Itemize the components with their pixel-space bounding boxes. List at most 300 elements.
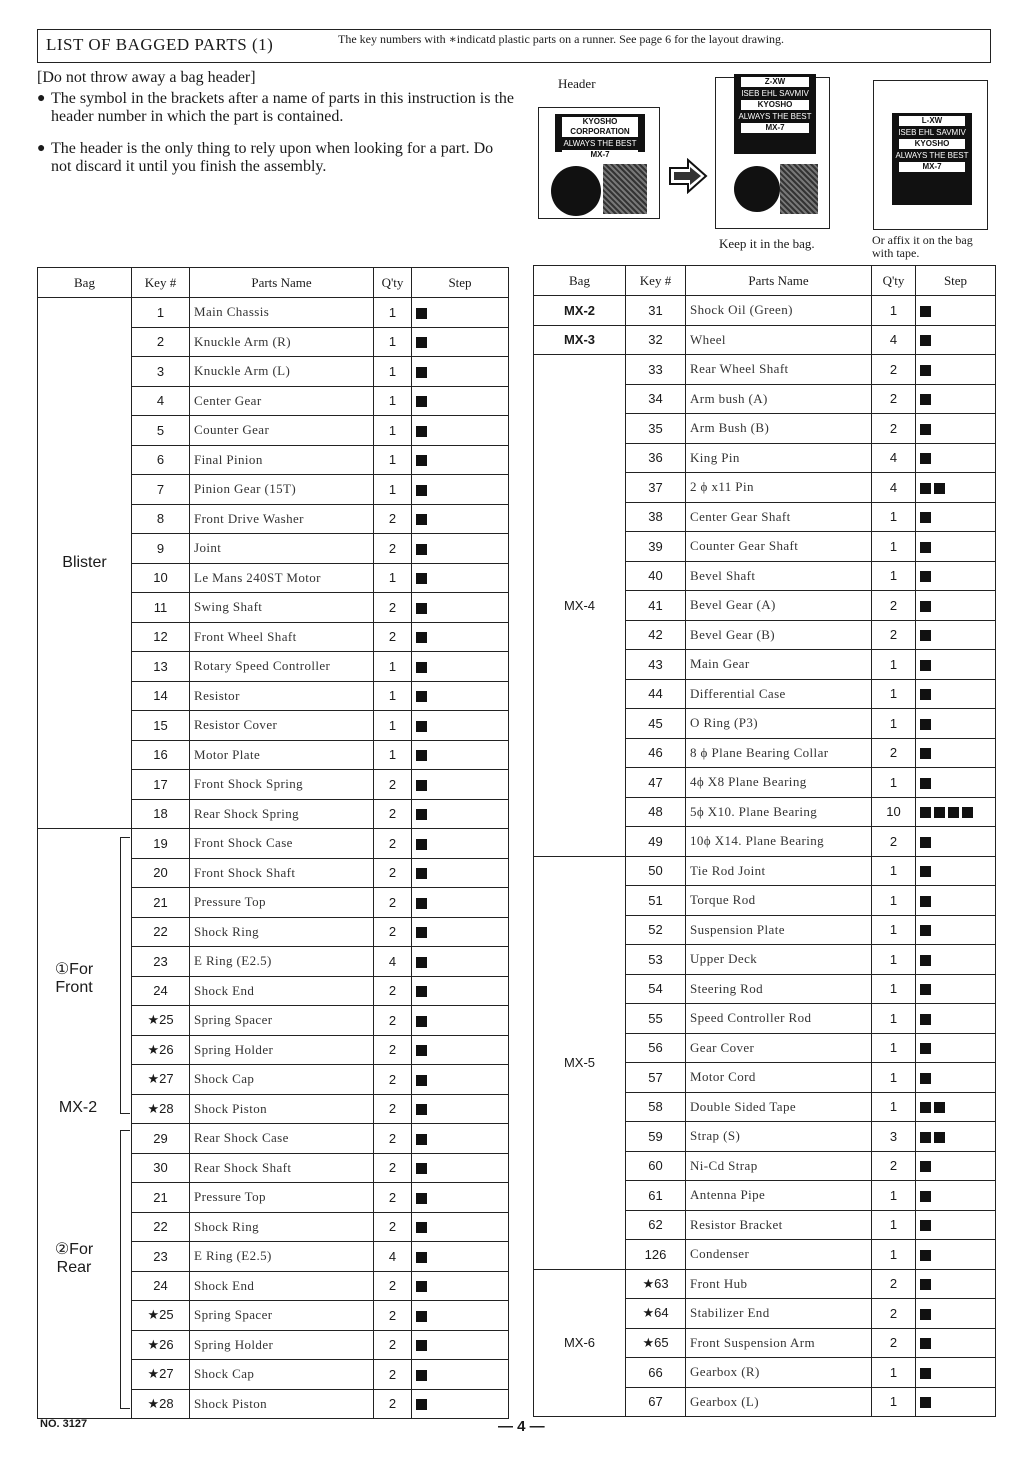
table-row bbox=[534, 325, 996, 355]
step-number-icon bbox=[416, 750, 427, 761]
step-number-icon bbox=[416, 780, 427, 791]
header-card: L-XW ISEB EHL SAVMIV KYOSHO ALWAYS THE BEST MX-7 bbox=[892, 113, 972, 205]
step-number-icon bbox=[416, 1281, 427, 1292]
step-cell bbox=[412, 1006, 509, 1036]
column-header-step: Step bbox=[412, 268, 509, 298]
quantity: 4 bbox=[872, 473, 916, 503]
step-cell bbox=[916, 1004, 996, 1034]
quantity: 1 bbox=[374, 652, 412, 682]
key-number: 11 bbox=[132, 593, 190, 623]
key-number: 2 bbox=[132, 327, 190, 357]
step-cell bbox=[916, 709, 996, 739]
quantity: 4 bbox=[374, 947, 412, 977]
quantity: 1 bbox=[374, 445, 412, 475]
key-number: ★27 bbox=[132, 1360, 190, 1390]
key-number: 9 bbox=[132, 534, 190, 564]
part-name: Motor Plate bbox=[190, 740, 374, 770]
key-number: 49 bbox=[626, 827, 686, 857]
step-number-icon bbox=[416, 1252, 427, 1263]
keep-caption: Keep it in the bag. bbox=[719, 236, 815, 251]
step-cell bbox=[412, 357, 509, 387]
part-name: Bevel Shaft bbox=[686, 561, 872, 591]
step-number-icon bbox=[920, 837, 931, 848]
part-name: Resistor Cover bbox=[190, 711, 374, 741]
part-name: Shock Piston bbox=[190, 1094, 374, 1124]
step-cell bbox=[412, 1183, 509, 1213]
quantity: 1 bbox=[872, 296, 916, 326]
part-name: Joint bbox=[190, 534, 374, 564]
step-cell bbox=[412, 947, 509, 977]
quantity: 2 bbox=[872, 591, 916, 621]
quantity: 2 bbox=[872, 1299, 916, 1329]
step-number-icon bbox=[920, 660, 931, 671]
step-number-icon bbox=[934, 483, 945, 494]
step-cell bbox=[412, 1153, 509, 1183]
step-cell bbox=[916, 650, 996, 680]
step-cell bbox=[412, 563, 509, 593]
key-number: 13 bbox=[132, 652, 190, 682]
part-name: Final Pinion bbox=[190, 445, 374, 475]
key-number: 21 bbox=[132, 888, 190, 918]
key-number: 54 bbox=[626, 974, 686, 1004]
part-name: Tie Rod Joint bbox=[686, 856, 872, 886]
step-cell bbox=[412, 534, 509, 564]
step-cell bbox=[916, 1151, 996, 1181]
step-number-icon bbox=[416, 662, 427, 673]
step-cell bbox=[412, 445, 509, 475]
step-cell bbox=[916, 591, 996, 621]
bracket-rear bbox=[120, 1130, 121, 1409]
quantity: 2 bbox=[374, 829, 412, 859]
quantity: 2 bbox=[374, 1301, 412, 1331]
part-name: Rear Shock Spring bbox=[190, 799, 374, 829]
step-cell bbox=[412, 1330, 509, 1360]
step-cell bbox=[916, 414, 996, 444]
intro-bracket: [Do not throw away a bag header] bbox=[37, 69, 256, 86]
part-name: Front Shock Spring bbox=[190, 770, 374, 800]
quantity: 1 bbox=[872, 650, 916, 680]
step-number-icon bbox=[920, 748, 931, 759]
quantity: 2 bbox=[374, 1153, 412, 1183]
step-cell bbox=[916, 296, 996, 326]
column-header-bag: Bag bbox=[534, 266, 626, 296]
quantity: 1 bbox=[872, 1004, 916, 1034]
part-name: Ni-Cd Strap bbox=[686, 1151, 872, 1181]
step-number-icon bbox=[416, 1193, 427, 1204]
part-name: Front Wheel Shaft bbox=[190, 622, 374, 652]
affix-caption: Or affix it on the bag with tape. bbox=[872, 233, 973, 260]
quantity: 2 bbox=[374, 593, 412, 623]
key-number: 14 bbox=[132, 681, 190, 711]
part-name: Resistor bbox=[190, 681, 374, 711]
step-cell bbox=[412, 1212, 509, 1242]
part-name: Spring Holder bbox=[190, 1330, 374, 1360]
part-name: 5ϕ X10. Plane Bearing bbox=[686, 797, 872, 827]
quantity: 2 bbox=[872, 355, 916, 385]
quantity: 1 bbox=[374, 681, 412, 711]
step-number-icon bbox=[416, 986, 427, 997]
step-number-icon bbox=[416, 1163, 427, 1174]
step-number-icon bbox=[920, 925, 931, 936]
key-number: 40 bbox=[626, 561, 686, 591]
quantity: 2 bbox=[872, 1269, 916, 1299]
step-number-icon bbox=[416, 632, 427, 643]
key-number: 16 bbox=[132, 740, 190, 770]
step-number-icon bbox=[416, 957, 427, 968]
part-name: Strap (S) bbox=[686, 1122, 872, 1152]
step-cell bbox=[916, 915, 996, 945]
step-number-icon bbox=[416, 514, 427, 525]
step-cell bbox=[916, 827, 996, 857]
step-cell bbox=[412, 298, 509, 328]
key-number: ★65 bbox=[626, 1328, 686, 1358]
bag-illustration-3 bbox=[873, 80, 988, 230]
step-cell bbox=[916, 945, 996, 975]
column-header-name: Parts Name bbox=[686, 266, 872, 296]
key-number: 24 bbox=[132, 1271, 190, 1301]
key-number: 20 bbox=[132, 858, 190, 888]
step-number-icon bbox=[920, 896, 931, 907]
step-cell bbox=[412, 1065, 509, 1095]
step-cell bbox=[916, 325, 996, 355]
part-name: Spring Spacer bbox=[190, 1006, 374, 1036]
step-cell bbox=[916, 355, 996, 385]
bullet-icon: ● bbox=[37, 91, 46, 106]
key-number: 1 bbox=[132, 298, 190, 328]
key-number: 18 bbox=[132, 799, 190, 829]
part-name: Rear Shock Case bbox=[190, 1124, 374, 1154]
step-cell bbox=[412, 1094, 509, 1124]
quantity: 1 bbox=[374, 386, 412, 416]
step-number-icon bbox=[920, 1161, 931, 1172]
step-number-icon bbox=[416, 839, 427, 850]
step-number-icon bbox=[962, 807, 973, 818]
part-name: Antenna Pipe bbox=[686, 1181, 872, 1211]
key-number: 38 bbox=[626, 502, 686, 532]
quantity: 1 bbox=[872, 886, 916, 916]
step-cell bbox=[412, 740, 509, 770]
step-number-icon bbox=[416, 1104, 427, 1115]
part-name: Gearbox (L) bbox=[686, 1387, 872, 1417]
quantity: 1 bbox=[872, 768, 916, 798]
part-name: Swing Shaft bbox=[190, 593, 374, 623]
quantity: 2 bbox=[374, 622, 412, 652]
table-row bbox=[534, 296, 996, 326]
quantity: 1 bbox=[872, 1033, 916, 1063]
step-cell bbox=[916, 1181, 996, 1211]
quantity: 2 bbox=[374, 770, 412, 800]
key-number: 22 bbox=[132, 917, 190, 947]
bag-cell: MX-6 bbox=[534, 1269, 626, 1417]
key-number: 21 bbox=[132, 1183, 190, 1213]
part-name: Pressure Top bbox=[190, 888, 374, 918]
key-number: 31 bbox=[626, 296, 686, 326]
key-number: 56 bbox=[626, 1033, 686, 1063]
key-number: 57 bbox=[626, 1063, 686, 1093]
quantity: 2 bbox=[872, 1328, 916, 1358]
step-number-icon bbox=[920, 1368, 931, 1379]
step-number-icon bbox=[416, 544, 427, 555]
part-name: Front Suspension Arm bbox=[686, 1328, 872, 1358]
step-cell bbox=[916, 620, 996, 650]
step-cell bbox=[916, 1063, 996, 1093]
bag-label-blister: Blister bbox=[62, 554, 107, 571]
part-name: Suspension Plate bbox=[686, 915, 872, 945]
step-cell bbox=[916, 1358, 996, 1388]
key-number: 23 bbox=[132, 947, 190, 977]
step-number-icon bbox=[416, 603, 427, 614]
key-number: 10 bbox=[132, 563, 190, 593]
part-name: Shock Cap bbox=[190, 1065, 374, 1095]
step-number-icon bbox=[416, 1311, 427, 1322]
quantity: 1 bbox=[872, 1092, 916, 1122]
parts-table-left bbox=[37, 267, 509, 1419]
key-number: ★28 bbox=[132, 1389, 190, 1419]
step-number-icon bbox=[920, 571, 931, 582]
quantity: 2 bbox=[374, 1389, 412, 1419]
step-number-icon bbox=[920, 1102, 931, 1113]
step-cell bbox=[412, 652, 509, 682]
step-number-icon bbox=[416, 721, 427, 732]
part-name: Speed Controller Rod bbox=[686, 1004, 872, 1034]
bag-cell-blister bbox=[38, 298, 132, 829]
part-name: Arm Bush (B) bbox=[686, 414, 872, 444]
step-number-icon bbox=[416, 1016, 427, 1027]
step-number-icon bbox=[416, 1075, 427, 1086]
part-name: Shock Piston bbox=[190, 1389, 374, 1419]
quantity: 1 bbox=[872, 1387, 916, 1417]
key-number: 7 bbox=[132, 475, 190, 505]
part-name: Gear Cover bbox=[686, 1033, 872, 1063]
part-name: Shock Cap bbox=[190, 1360, 374, 1390]
part-name: Pinion Gear (15T) bbox=[190, 475, 374, 505]
key-number: 3 bbox=[132, 357, 190, 387]
step-cell bbox=[412, 1389, 509, 1419]
table-row bbox=[534, 355, 996, 385]
step-number-icon bbox=[920, 866, 931, 877]
parts-table-right bbox=[533, 265, 996, 1417]
page-number: — 4 — bbox=[498, 1418, 545, 1435]
step-cell bbox=[916, 443, 996, 473]
quantity: 2 bbox=[374, 858, 412, 888]
step-number-icon bbox=[920, 1132, 931, 1143]
key-number: ★63 bbox=[626, 1269, 686, 1299]
quantity: 2 bbox=[374, 1124, 412, 1154]
quantity: 2 bbox=[374, 1212, 412, 1242]
step-number-icon bbox=[920, 335, 931, 346]
step-cell bbox=[916, 974, 996, 1004]
key-number: 32 bbox=[626, 325, 686, 355]
key-number: 34 bbox=[626, 384, 686, 414]
title-box bbox=[37, 29, 991, 63]
key-number: ★26 bbox=[132, 1035, 190, 1065]
quantity: 10 bbox=[872, 797, 916, 827]
part-name: Rear Wheel Shaft bbox=[686, 355, 872, 385]
step-number-icon bbox=[416, 1399, 427, 1410]
key-number: 44 bbox=[626, 679, 686, 709]
key-number: 62 bbox=[626, 1210, 686, 1240]
bag-cell-mx2 bbox=[38, 829, 132, 1419]
intro-section bbox=[37, 69, 517, 176]
key-number: 58 bbox=[626, 1092, 686, 1122]
column-header-bag: Bag bbox=[38, 268, 132, 298]
part-name: Wheel bbox=[686, 325, 872, 355]
part-name: Front Shock Shaft bbox=[190, 858, 374, 888]
part-name: Steering Rod bbox=[686, 974, 872, 1004]
part-name: Bevel Gear (A) bbox=[686, 591, 872, 621]
step-number-icon bbox=[920, 1220, 931, 1231]
quantity: 2 bbox=[374, 1094, 412, 1124]
quantity: 2 bbox=[872, 738, 916, 768]
quantity: 2 bbox=[872, 620, 916, 650]
header-card: KYOSHO CORPORATION ALWAYS THE BEST MX-7 bbox=[555, 114, 645, 152]
quantity: 1 bbox=[374, 416, 412, 446]
key-number: 55 bbox=[626, 1004, 686, 1034]
column-header-qty: Q'ty bbox=[872, 266, 916, 296]
header-label: Header bbox=[558, 76, 596, 91]
key-number: 39 bbox=[626, 532, 686, 562]
step-cell bbox=[412, 681, 509, 711]
step-number-icon bbox=[920, 719, 931, 730]
part-name: Counter Gear bbox=[190, 416, 374, 446]
step-number-icon bbox=[416, 485, 427, 496]
step-cell bbox=[412, 711, 509, 741]
step-number-icon bbox=[416, 573, 427, 584]
intro-bullet-1 bbox=[37, 90, 517, 126]
part-name: 10ϕ X14. Plane Bearing bbox=[686, 827, 872, 857]
quantity: 3 bbox=[872, 1122, 916, 1152]
document-code: NO. 3127 bbox=[40, 1418, 88, 1430]
key-number: ★26 bbox=[132, 1330, 190, 1360]
title-note: The key numbers with ∗indicatd plastic parts on a runner. See page 6 for the layout drawing. bbox=[338, 32, 785, 46]
step-cell bbox=[916, 561, 996, 591]
key-number: 30 bbox=[132, 1153, 190, 1183]
step-cell bbox=[412, 475, 509, 505]
column-header-name: Parts Name bbox=[190, 268, 374, 298]
quantity: 2 bbox=[374, 1183, 412, 1213]
part-name: Spring Holder bbox=[190, 1035, 374, 1065]
step-cell bbox=[916, 738, 996, 768]
part-name: Center Gear Shaft bbox=[686, 502, 872, 532]
key-number: 35 bbox=[626, 414, 686, 444]
step-number-icon bbox=[920, 394, 931, 405]
quantity: 1 bbox=[374, 711, 412, 741]
step-cell bbox=[412, 858, 509, 888]
bag-label-for-rear: ②For Rear bbox=[54, 1241, 94, 1276]
step-number-icon bbox=[934, 1102, 945, 1113]
header-card: Z-XW ISEB EHL SAVMIV KYOSHO ALWAYS THE BEST MX-7 bbox=[734, 74, 816, 154]
step-number-icon bbox=[920, 512, 931, 523]
quantity: 2 bbox=[374, 1006, 412, 1036]
step-cell bbox=[412, 917, 509, 947]
part-name: Counter Gear Shaft bbox=[686, 532, 872, 562]
key-number: 29 bbox=[132, 1124, 190, 1154]
key-number: 126 bbox=[626, 1240, 686, 1270]
quantity: 1 bbox=[872, 502, 916, 532]
quantity: 1 bbox=[872, 532, 916, 562]
quantity: 2 bbox=[872, 414, 916, 444]
key-number: 22 bbox=[132, 1212, 190, 1242]
step-cell bbox=[916, 679, 996, 709]
step-cell bbox=[916, 797, 996, 827]
key-number: 66 bbox=[626, 1358, 686, 1388]
quantity: 1 bbox=[374, 563, 412, 593]
key-number: ★25 bbox=[132, 1301, 190, 1331]
key-number: 48 bbox=[626, 797, 686, 827]
table-row bbox=[534, 1269, 996, 1299]
part-name: Condenser bbox=[686, 1240, 872, 1270]
step-cell bbox=[916, 532, 996, 562]
step-cell bbox=[412, 888, 509, 918]
key-number: 33 bbox=[626, 355, 686, 385]
step-number-icon bbox=[920, 424, 931, 435]
step-number-icon bbox=[920, 453, 931, 464]
bag-cell: MX-5 bbox=[534, 856, 626, 1269]
step-number-icon bbox=[920, 689, 931, 700]
key-number: 45 bbox=[626, 709, 686, 739]
quantity: 1 bbox=[374, 357, 412, 387]
bag-illustration-2 bbox=[715, 77, 830, 229]
part-name: Shock Ring bbox=[190, 1212, 374, 1242]
quantity: 1 bbox=[374, 475, 412, 505]
key-number: 37 bbox=[626, 473, 686, 503]
part-name: Spring Spacer bbox=[190, 1301, 374, 1331]
step-cell bbox=[412, 770, 509, 800]
bag-illustration-1 bbox=[538, 107, 660, 219]
step-number-icon bbox=[920, 1073, 931, 1084]
step-cell bbox=[412, 504, 509, 534]
part-name: Shock End bbox=[190, 1271, 374, 1301]
step-cell bbox=[916, 1387, 996, 1417]
part-name: Main Chassis bbox=[190, 298, 374, 328]
table-row bbox=[534, 856, 996, 886]
step-number-icon bbox=[920, 778, 931, 789]
step-cell bbox=[916, 502, 996, 532]
part-image bbox=[734, 166, 780, 212]
part-name: Main Gear bbox=[686, 650, 872, 680]
step-number-icon bbox=[920, 1279, 931, 1290]
quantity: 1 bbox=[872, 1240, 916, 1270]
part-name: Torque Rod bbox=[686, 886, 872, 916]
part-name: Rotary Speed Controller bbox=[190, 652, 374, 682]
table-header-row bbox=[534, 266, 996, 296]
quantity: 2 bbox=[374, 976, 412, 1006]
quantity: 1 bbox=[374, 327, 412, 357]
step-cell bbox=[916, 1033, 996, 1063]
step-cell bbox=[412, 593, 509, 623]
step-number-icon bbox=[948, 807, 959, 818]
quantity: 2 bbox=[872, 1151, 916, 1181]
step-number-icon bbox=[920, 955, 931, 966]
part-name: Double Sided Tape bbox=[686, 1092, 872, 1122]
table-row bbox=[38, 298, 509, 328]
key-number: 4 bbox=[132, 386, 190, 416]
step-number-icon bbox=[416, 426, 427, 437]
table-header-row bbox=[38, 268, 509, 298]
step-number-icon bbox=[416, 1370, 427, 1381]
step-cell bbox=[916, 1210, 996, 1240]
key-number: 50 bbox=[626, 856, 686, 886]
step-number-icon bbox=[934, 807, 945, 818]
step-number-icon bbox=[416, 308, 427, 319]
part-name: Shock Oil (Green) bbox=[686, 296, 872, 326]
step-number-icon bbox=[416, 691, 427, 702]
step-number-icon bbox=[416, 809, 427, 820]
step-cell bbox=[412, 327, 509, 357]
quantity: 2 bbox=[374, 1065, 412, 1095]
part-name: Bevel Gear (B) bbox=[686, 620, 872, 650]
quantity: 2 bbox=[374, 1271, 412, 1301]
